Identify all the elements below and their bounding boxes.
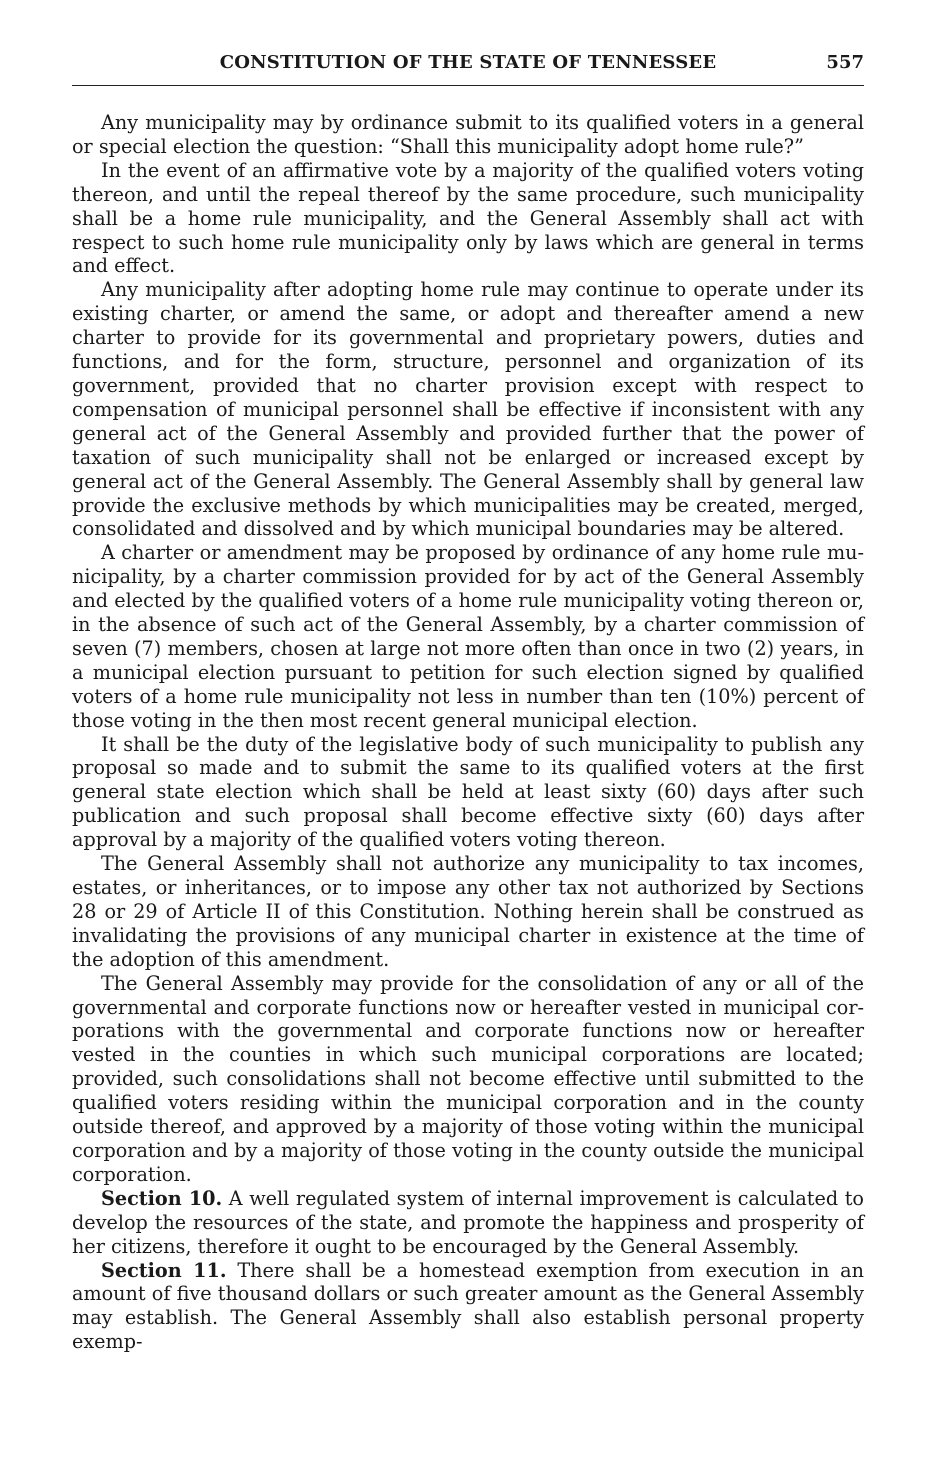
running-header [72, 52, 864, 86]
paragraph-text: The General Assembly shall not authorize any municipality to tax incomes, estates, or inheritances, or to impose any other tax not authorized by Sections 28 or 29 of Article II of this Constitution. Nothing herein shall be construed as invalidating the provisions of any municipal charter in existence at the time of the adoption of this amendment. [72, 852, 864, 971]
paragraph-text: It shall be the duty of the legislative body of such municipality to publish any proposal so made and to submit the same to its qualified voters at the first general state election which shall be held at least sixty (60) days after such publication and such proposal shall become effective sixty (60) days after approval by a majority of the qualified voters voting thereon. [72, 732, 864, 852]
body-text [72, 111, 864, 1354]
paragraph-text: There shall be a homestead exemption from execution in an amount of five thousand dollars or such greater amount as the General Assembly may establish. The General Assembly shall also establish personal property exemp- [72, 1258, 864, 1354]
paragraph [72, 111, 864, 159]
header-title: CONSTITUTION OF THE STATE OF TENNESSEE [219, 52, 717, 73]
paragraph-text: Any municipality may by ordinance submit to its qualified voters in a general or special election the question: “Shall this municipality adopt home rule?” [72, 111, 864, 158]
paragraph [72, 278, 864, 541]
paragraph [72, 972, 864, 1187]
section-label: Section 11. [101, 1258, 227, 1282]
section-11 [72, 1259, 864, 1355]
paragraph-text: Any municipality after adopting home rule may continue to operate under its existing charter, or amend the same, or adopt and thereafter amend a new charter to provide for its governmental and proprietary powers, duties and functions, and for the form, structure, personnel and organization of its government, provided that no charter provision except with respect to compensation of municipal personnel shall be effective if inconsistent with any general act of the General Assembly and provided further that the power of taxation of such municipality shall not be enlarged or increased except by general act of the General Assembly. The General Assembly shall by general law provide the exclusive methods by which municipalities may be created, merged, consolidated and dissolved and by which municipal boundaries may be altered. [72, 278, 864, 541]
paragraph-text: In the event of an affirmative vote by a majority of the qualified voters voting thereon, and until the repeal thereof by the same procedure, such municipality shall be a home rule municipality, and the General Assembly shall act with respect to such home rule municipality only by laws which are general in terms and effect. [72, 158, 864, 278]
paragraph [72, 852, 864, 972]
paragraph [72, 541, 864, 732]
section-10 [72, 1187, 864, 1259]
paragraph-text: The General Assembly may provide for the consolidation of any or all of the governmental and corporate functions now or hereafter vested in municipal corporations with the governmental and corporate functions now or hereafter vested in the counties in which such municipal corporations are located; provided, such consolidations shall not become effective until submitted to the qualified voters residing within the municipal corporation and in the county outside thereof, and approved by a majority of those voting within the municipal corporation and by a majority of those voting in the county outside the municipal corporation. [72, 971, 864, 1186]
page-number: 557 [826, 52, 864, 73]
paragraph [72, 733, 864, 853]
section-label: Section 10. [101, 1186, 223, 1210]
paragraph [72, 159, 864, 279]
paragraph-text: A charter or amendment may be proposed by ordinance of any home rule municipality, by a charter commission provided for by act of the General Assembly and elected by the qualified voters of a home rule municipality voting thereon or, in the absence of such act of the General Assembly, by a charter commission of seven (7) members, chosen at large not more often than once in two (2) years, in a municipal election pursuant to petition for such election signed by qualified voters of a home rule municipality not less in number than ten (10%) percent of those voting in the then most recent general municipal election. [72, 541, 864, 732]
paragraph-text: A well regulated system of internal improvement is calculated to develop the resources of the state, and promote the happiness and prosperity of her citizens, therefore it ought to be encouraged by the General Assembly. [72, 1186, 864, 1258]
